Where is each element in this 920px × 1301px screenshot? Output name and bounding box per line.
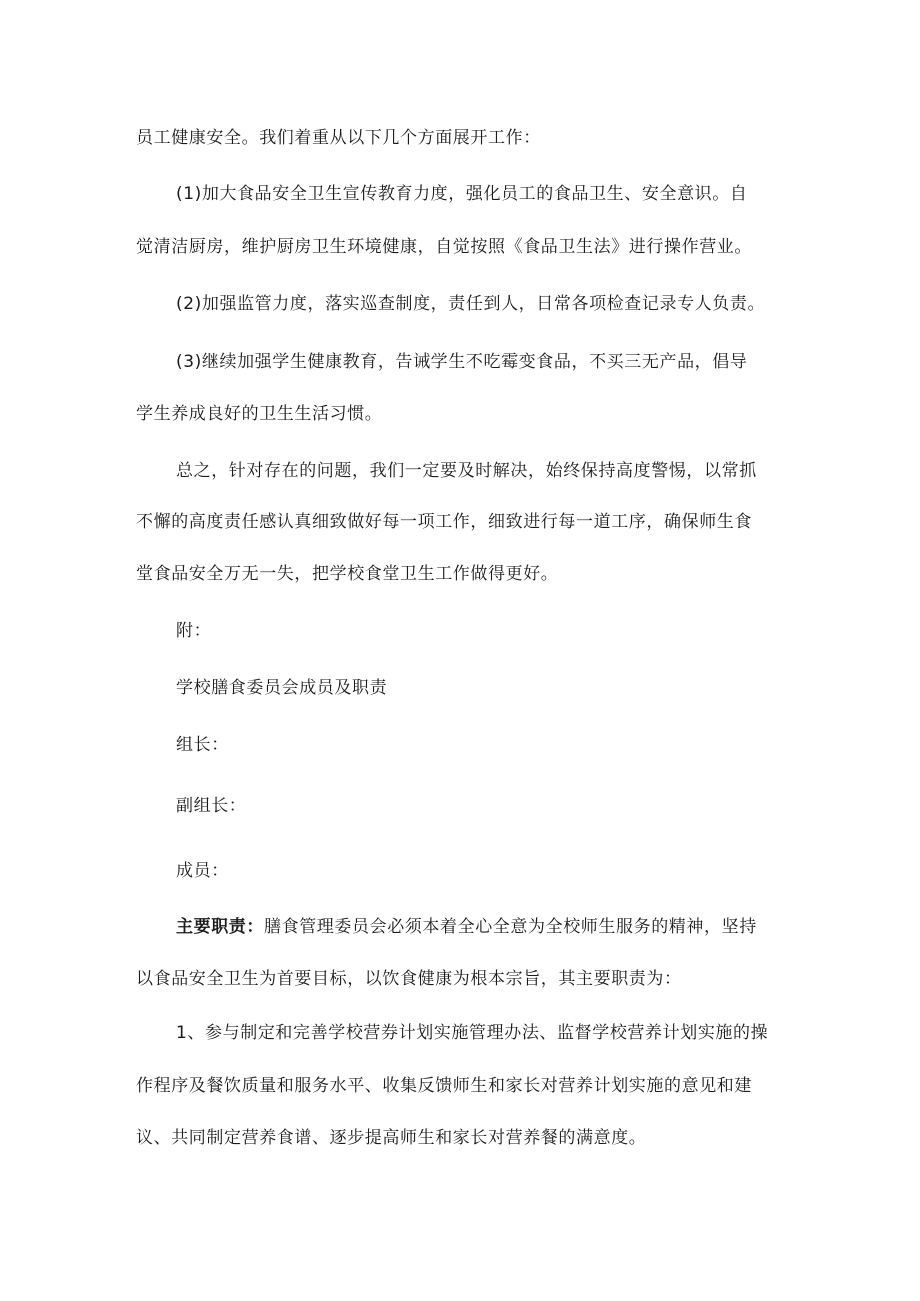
item-2-line-1: (2)加强监管力度，落实巡查制度，责任到人，日常各项检查记录专人负责。 xyxy=(176,294,766,314)
item-3-line-1: (3)继续加强学生健康教育，告诫学生不吃霉变食品，不买三无产品，倡导 xyxy=(176,352,748,372)
point-1-line-1: 1、参与制定和完善学校营券计划实施管理办法、监督学校营养计划实施的操 xyxy=(176,1023,769,1043)
item-1-line-1: (1)加大食品安全卫生宣传教育力度，强化员工的食品卫生、安全意识。自 xyxy=(176,184,748,204)
summary-line-1: 总之，针对存在的问题，我们一定要及时解决，始终保持高度警惕，以常抓 xyxy=(176,461,757,481)
item-3-line-2: 学生养成良好的卫生生活习惯。 xyxy=(136,404,383,424)
leader-label: 组长： xyxy=(176,735,229,755)
deputy-label: 副组长： xyxy=(176,796,247,816)
duties-label: 主要职责： xyxy=(176,917,264,937)
intro-tail-line: 员工健康安全。我们着重从以下几个方面展开工作： xyxy=(136,128,541,148)
duties-line-1 xyxy=(176,916,757,938)
summary-line-3: 堂食品安全万无一失，把学校食堂卫生工作做得更好。 xyxy=(136,564,559,584)
point-1-line-2: 作程序及餐饮质量和服务水平、收集反馈师生和家长对营养计划实施的意见和建 xyxy=(136,1076,752,1096)
duties-line-1-text: 膳食管理委员会必须本着全心全意为全校师生服务的精神，坚持 xyxy=(264,917,757,937)
item-1-line-2: 觉清洁厨房，维护厨房卫生环境健康，自觉按照《食品卫生法》进行操作营业。 xyxy=(136,237,752,257)
committee-title: 学校膳食委员会成员及职责 xyxy=(176,678,388,698)
appendix-label: 附： xyxy=(176,621,212,641)
point-1-line-3: 议、共同制定营养食谱、逐步提高师生和家长对营养餐的满意度。 xyxy=(136,1128,647,1148)
summary-line-2: 不懈的高度责任感认真细致做好每一项工作，细致进行每一道工序，确保师生食 xyxy=(136,512,752,532)
members-label: 成员： xyxy=(176,861,229,881)
duties-line-2: 以食品安全卫生为首要目标，以饮食健康为根本宗旨，其主要职责为： xyxy=(136,969,682,989)
